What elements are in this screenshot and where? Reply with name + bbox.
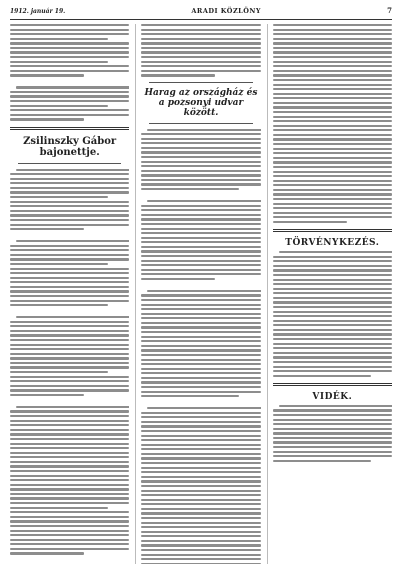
region-section-heading: VIDÉK. [312,391,353,402]
col2-headline: Harag az országház és a pozsonyi udvar között. [144,87,258,118]
court-section-text [273,251,392,377]
column-1 [10,24,129,564]
col2-headline-rule [149,123,252,124]
col1-section-rule [10,127,129,130]
header-page-number: 7 [387,6,392,15]
region-section-text [273,405,392,462]
header-rule [10,19,392,20]
col2-article-text [141,129,260,564]
column-2 [135,24,260,564]
col3-court-rule [273,229,392,232]
col3-intro-text [273,24,392,223]
col2-section-rule [149,82,252,83]
col1-intro-text [10,24,129,121]
columns [10,24,392,564]
header-title: ARADI KÖZLÖNY [191,7,261,15]
page-header [10,6,392,18]
court-section-heading: TÖRVÉNYKEZÉS. [285,238,380,249]
col2-intro-text [141,24,260,77]
col1-headline: Zsilinszky Gábor bajonettje. [23,135,117,158]
column-3 [267,24,392,564]
header-date: 1912. január 19. [10,8,66,15]
col1-article-text [10,169,129,555]
col3-region-rule [273,383,392,386]
col1-headline-rule [18,163,121,164]
